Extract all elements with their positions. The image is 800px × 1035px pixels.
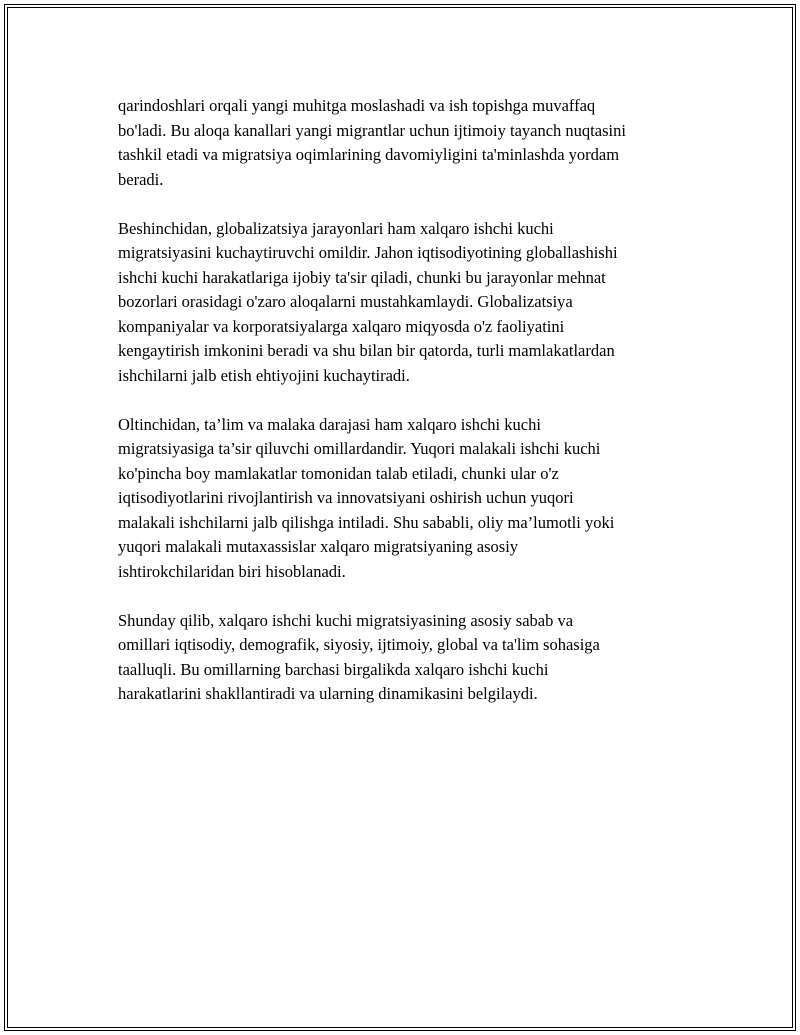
text-line: malakali ishchilarni jalb qilishga intiladi. Shu sababli, oliy ma’lumotli yoki (118, 512, 615, 532)
text-line: tashkil etadi va migratsiya oqimlarining davomiyligini ta'minlashda yordam (118, 145, 620, 164)
paragraph-3 (118, 413, 698, 585)
paragraph-1 (118, 94, 698, 192)
document-body (118, 94, 698, 731)
text-line: taalluqli. Bu omillarning barchasi birgalikda xalqaro ishchi kuchi (118, 659, 549, 679)
text-line: omillari iqtisodiy, demografik, siyosiy, ijtimoiy, global va ta'lim sohasiga (118, 635, 600, 654)
text-line: bozorlari orasidagi o'zaro aloqalarni mustahkamlaydi. Globalizatsiya (118, 292, 573, 311)
text-line: harakatlarini shakllantiradi va ularning dinamikasini belgilaydi. (118, 684, 538, 703)
paragraph-4 (118, 609, 698, 707)
text-line: ishchi kuchi harakatlariga ijobiy ta'sir qiladi, chunki bu jarayonlar mehnat (118, 267, 606, 287)
text-line: Beshinchidan, globalizatsiya jarayonlari ham xalqaro ishchi kuchi (118, 218, 554, 238)
text-line: ishchilarni jalb etish ehtiyojini kuchaytiradi. (118, 365, 410, 385)
text-line: bo'ladi. Bu aloqa kanallari yangi migrantlar uchun ijtimoiy tayanch nuqtasini (118, 120, 626, 140)
text-line: yuqori malakali mutaxassislar xalqaro migratsiyaning asosiy (118, 537, 519, 556)
text-line: Oltinchidan, ta’lim va malaka darajasi ham xalqaro ishchi kuchi (118, 414, 541, 434)
text-line: migratsiyasini kuchaytiruvchi omildir. Jahon iqtisodiyotining globallashishi (118, 243, 618, 262)
text-line: Shunday qilib, xalqaro ishchi kuchi migratsiyasining asosiy sabab va (118, 610, 574, 630)
text-line: beradi. (118, 169, 164, 189)
text-line: ko'pincha boy mamlakatlar tomonidan talab etiladi, chunki ular o'z (118, 463, 559, 483)
paragraph-2 (118, 217, 698, 389)
text-line: migratsiyasiga ta’sir qiluvchi omillardandir. Yuqori malakali ishchi kuchi (118, 439, 601, 458)
text-line: kengaytirish imkonini beradi va shu bilan bir qatorda, turli mamlakatlardan (118, 341, 615, 360)
text-line: iqtisodiyotlarini rivojlantirish va innovatsiyani oshirish uchun yuqori (118, 488, 574, 507)
text-line: qarindoshlari orqali yangi muhitga moslashadi va ish topishga muvaffaq (118, 96, 596, 115)
text-line: ishtirokchilaridan biri hisoblanadi. (118, 561, 346, 581)
text-line: kompaniyalar va korporatsiyalarga xalqaro miqyosda o'z faoliyatini (118, 316, 565, 336)
